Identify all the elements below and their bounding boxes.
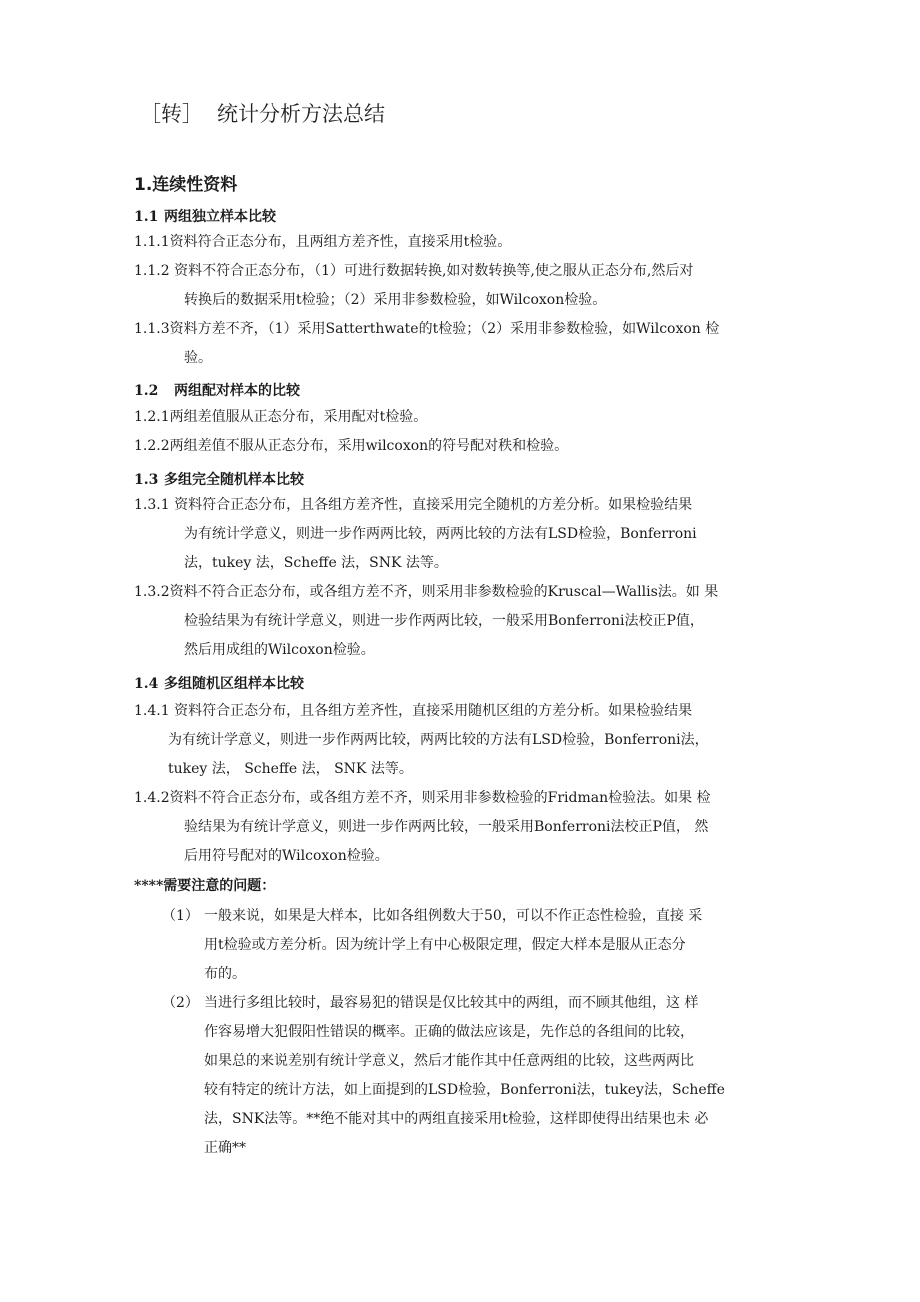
note-label: （1）	[162, 908, 199, 924]
subsection-heading-1-3	[134, 469, 304, 489]
paragraph-line: 1.3.2资料不符合正态分布，或各组方差不齐，则采用非参数检验的Kruscal—Wallis法。如 果	[134, 584, 719, 600]
note-line: 布的。	[204, 966, 246, 982]
subsection-number: 1.4	[134, 676, 159, 692]
subsection-heading-1-2	[134, 380, 300, 400]
subsection-heading-1-1	[134, 206, 276, 226]
paragraph-1-4	[134, 697, 794, 871]
note-line: 当进行多组比较时，最容易犯的错误是仅比较其中的两组，而不顾其他组，这 样	[204, 995, 699, 1011]
note-label: （2）	[162, 995, 199, 1011]
note-line: 一般来说，如果是大样本，比如各组例数大于50，可以不作正态性检验，直接 采	[204, 908, 703, 924]
note-line: 用t检验或方差分析。因为统计学上有中心极限定理，假定大样本是服从正态分	[204, 937, 686, 953]
paragraph-line: 1.3.1 资料符合正态分布，且各组方差齐性，直接采用完全随机的方差分析。如果检验结果	[134, 497, 693, 513]
title-bracket: ［转］	[140, 102, 203, 126]
subsection-heading-1-4	[134, 673, 304, 693]
paragraph-1-2	[134, 403, 794, 461]
note-line: 作容易增大犯假阳性错误的概率。正确的做法应该是，先作总的各组间的比较，	[204, 1024, 694, 1040]
paragraph-line: 然后用成组的Wilcoxon检验。	[184, 642, 375, 658]
paragraph-line: tukey 法， Scheffe 法， SNK 法等。	[168, 761, 413, 777]
paragraph-line: 验。	[184, 350, 212, 366]
notes-heading: ****需要注意的问题：	[134, 878, 276, 894]
paragraph-line: 1.1.2 资料不符合正态分布，（1）可进行数据转换,如对数转换等,使之服从正态分布,然后对	[134, 263, 694, 279]
paragraph-line: 为有统计学意义，则进一步作两两比较，两两比较的方法有LSD检验，Bonferroni	[184, 526, 697, 542]
subsection-number: 1.1	[134, 209, 159, 225]
paragraph-line: 1.2.2两组差值不服从正态分布，采用wilcoxon的符号配对秩和检验。	[134, 438, 569, 454]
paragraph-line: 1.1.1资料符合正态分布，且两组方差齐性，直接采用t检验。	[134, 234, 512, 250]
note-line: 正确**	[204, 1140, 246, 1156]
paragraph-line: 验结果为有统计学意义，则进一步作两两比较，一般采用Bonferroni法校正P值， 然	[184, 819, 709, 835]
subsection-number: 1.2	[134, 383, 159, 399]
paragraph-line: 1.4.1 资料符合正态分布，且各组方差齐性，直接采用随机区组的方差分析。如果检验结果	[134, 703, 693, 719]
subsection-title: 多组随机区组样本比较	[164, 676, 304, 692]
note-item-2	[162, 989, 802, 1163]
note-line: 法，SNK法等。**绝不能对其中的两组直接采用t检验，这样即使得出结果也未 必	[204, 1111, 709, 1127]
paragraph-line: 1.4.2资料不符合正态分布，或各组方差不齐，则采用非参数检验的Fridman检验法。如果 检	[134, 790, 711, 806]
paragraph-line: 转换后的数据采用t检验；（2）采用非参数检验，如Wilcoxon检验。	[184, 292, 607, 308]
paragraph-line: 后用符号配对的Wilcoxon检验。	[184, 848, 389, 864]
section-heading-1: 1.连续性资料	[134, 175, 238, 195]
title-text: 统计分析方法总结	[217, 102, 385, 126]
paragraph-line: 检验结果为有统计学意义，则进一步作两两比较，一般采用Bonferroni法校正P值，	[184, 613, 704, 629]
paragraph-line: 法，tukey 法，Scheffe 法，SNK 法等。	[184, 555, 448, 571]
paragraph-1-1	[134, 228, 794, 373]
paragraph-line: 1.2.1两组差值服从正态分布，采用配对t检验。	[134, 409, 428, 425]
paragraph-line: 1.1.3资料方差不齐，（1）采用Satterthwate的t检验；（2）采用非参数检验，如Wilcoxon 检	[134, 321, 720, 337]
paragraph-1-3	[134, 491, 794, 665]
note-item-1	[162, 902, 802, 989]
subsection-title: 两组配对样本的比较	[174, 383, 300, 399]
page-title	[140, 98, 385, 128]
subsection-title: 两组独立样本比较	[164, 209, 276, 225]
note-line: 较有特定的统计方法，如上面提到的LSD检验，Bonferroni法，tukey法，Scheffe	[204, 1082, 725, 1098]
subsection-number: 1.3	[134, 472, 159, 488]
subsection-title: 多组完全随机样本比较	[164, 472, 304, 488]
note-line: 如果总的来说差别有统计学意义，然后才能作其中任意两组的比较，这些两两比	[204, 1053, 694, 1069]
paragraph-line: 为有统计学意义，则进一步作两两比较，两两比较的方法有LSD检验，Bonferroni法，	[168, 732, 709, 748]
